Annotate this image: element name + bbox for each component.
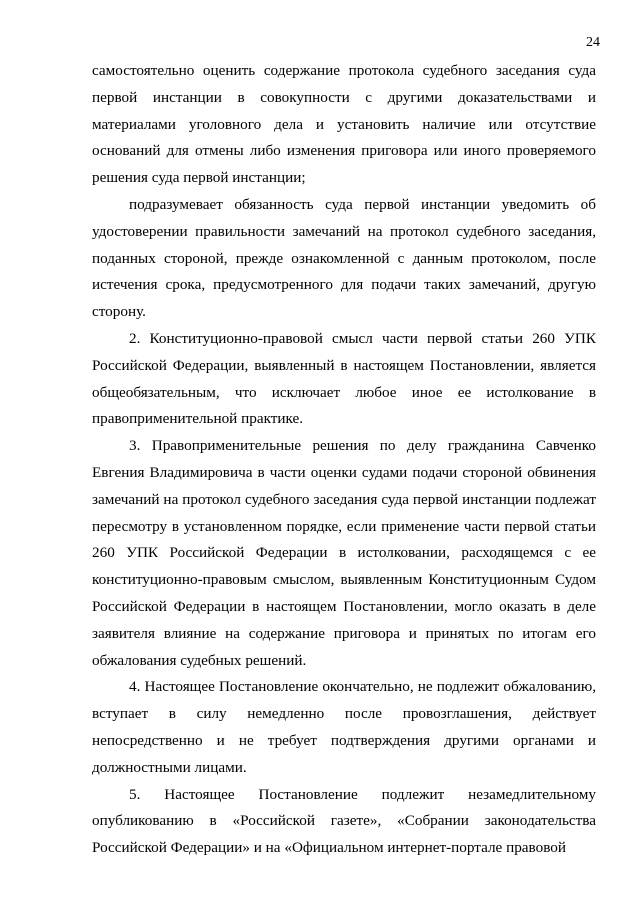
paragraph-item-4: 4. Настоящее Постановление окончательно, не подлежит обжалованию, вступает в силу немедленно после провозглашения, действует непосредственно и не требует подтверждения другими органами и должностными лицами.: [92, 678, 596, 776]
document-body: [92, 58, 596, 862]
paragraph-item-3: 3. Правоприменительные решения по делу гражданина Савченко Евгения Владимировича в части оценки судами подачи стороной обвинения замечаний на протокол судебного заседания суда первой инстанции подлежат пересмотру в установленном порядке, если применение части первой статьи 260 УПК Российской Федерации в истолковании, расходящемся с ее конституционно-правовым смыслом, выявленным Конституционным Судом Российской Федерации в настоящем Постановлении, могло оказать в деле заявителя влияние на содержание приговора и принятых по итогам его обжалования судебных решений.: [92, 437, 596, 669]
paragraph-notice-obligation: подразумевает обязанность суда первой инстанции уведомить об удостоверении правильности замечаний на протокол судебного заседания, поданных стороной, прежде ознакомленной с данным протоколом, после истечения срока, предусмотренного для подачи таких замечаний, другую сторону.: [92, 195, 596, 321]
paragraph-item-2: 2. Конституционно-правовой смысл части первой статьи 260 УПК Российской Федерации, выявленный в настоящем Постановлении, является общеобязательным, что исключает любое иное ее истолкование в правоприменительной практике.: [92, 329, 596, 428]
page-number: 24: [586, 35, 600, 50]
paragraph-continuation: самостоятельно оценить содержание протокола судебного заседания суда первой инстанции в совокупности с другими доказательствами и материалами уголовного дела и установить наличие или отсутствие оснований для отмены либо изменения приговора или иного проверяемого решения суда первой инстанции;: [92, 62, 596, 187]
paragraph-item-5: 5. Настоящее Постановление подлежит незамедлительному опубликованию в «Российской газете», «Собрании законодательства Российской Федерации» и на «Официальном интернет-портале правовой: [92, 785, 596, 857]
